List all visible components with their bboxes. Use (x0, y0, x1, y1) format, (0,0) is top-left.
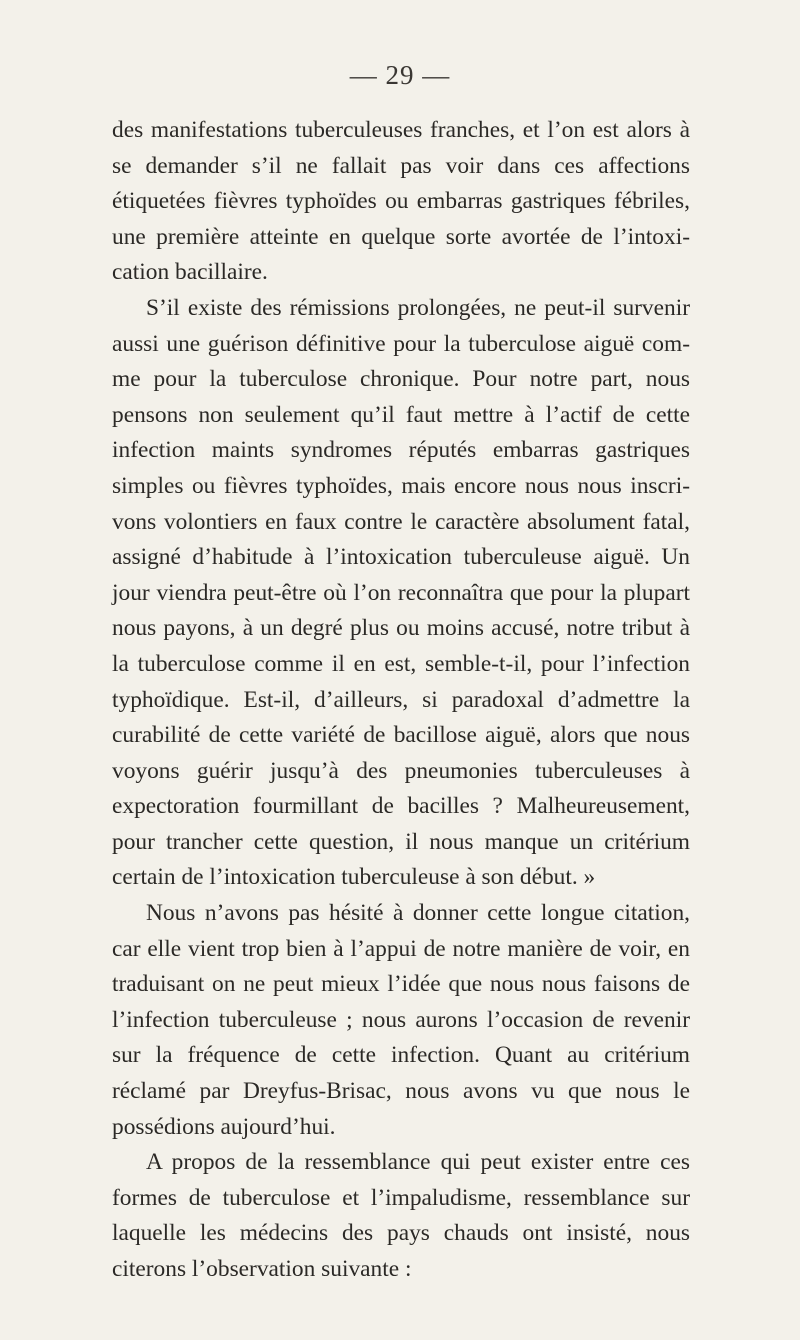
paragraph-continued: des manifestations tuberculeuses franches, et l’on est alors à se demander s’il ne fallait pas voir dans ces affections étiquetées fièvres typhoïdes ou embarras gastriques fébriles, une première atteinte en quelque sorte avortée de l’intoxication bacillaire. (112, 117, 690, 286)
page-number: — 29 — (349, 60, 451, 90)
paragraph-impaludisme: A propos de la ressemblance qui peut exister entre ces formes de tuberculose et l’impaludisme, ressemblance sur laquelle les médecins des pays chauds ont insisté, nous citerons l’observation suivante : (112, 1149, 690, 1282)
body-text (112, 113, 690, 1288)
paragraph-citation-comment: Nous n’avons pas hésité à donner cette longue citation, car elle vient trop bien à l’appui de notre manière de voir, en traduisant on ne peut mieux l’idée que nous nous faisons de l’infection tuberculeuse ; nous aurons l’occasion de revenir sur la fréquence de cette infection. Quant au critérium réclamé par Dreyfus-Brisac, nous avons vu que nous le possédions aujourd’hui. (112, 900, 690, 1140)
paragraph-remissions: S’il existe des rémissions prolongées, ne peut-il survenir aussi une guérison définitive pour la tuberculose aiguë comme pour la tuberculose chronique. Pour notre part, nous pensons non seulement qu’il faut mettre à l’actif de cette infection maints syndromes réputés embarras gastriques simples ou fièvres typhoïdes, mais encore nous nous inscrivons volontiers en faux contre le caractère absolument fatal, assigné d’habitude à l’intoxication tuberculeuse aiguë. Un jour viendra peut-être où l’on reconnaîtra que pour la plupart nous payons, à un degré plus ou moins accusé, notre tribut à la tuberculose comme il en est, semble-t-il, pour l’infection typhoïdique. Est-il, d’ailleurs, si paradoxal d’admettre la curabilité de cette variété de bacillose aiguë, alors que nous voyons guérir jusqu’à des pneumonies tuberculeuses à expectoration fourmillant de bacilles ? Malheureusement, pour trancher cette question, il nous manque un critérium certain de l’intoxication tuberculeuse à son début. » (112, 294, 690, 891)
